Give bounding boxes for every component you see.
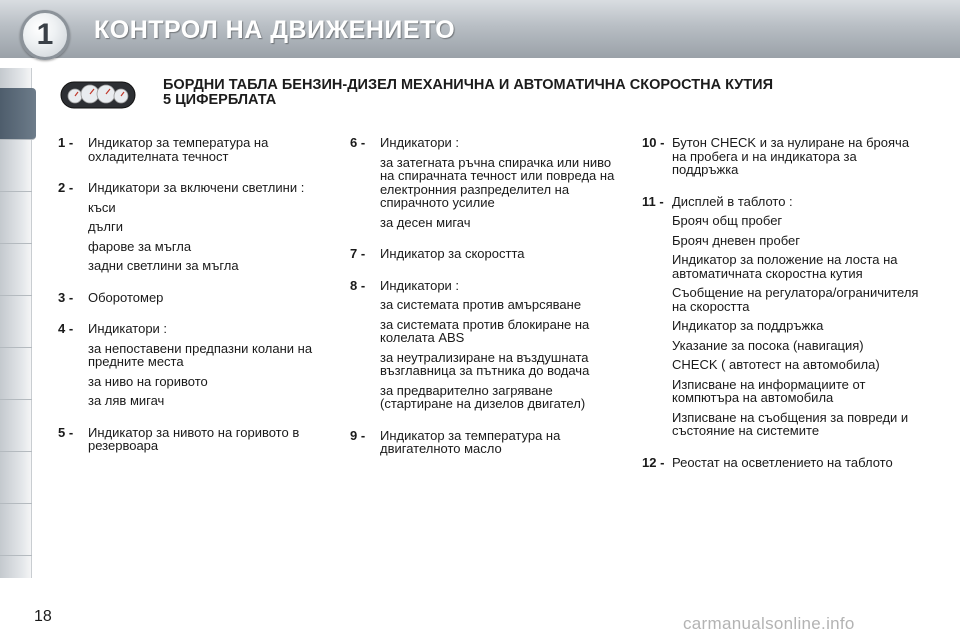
sub-item: Съобщение на регулатора/ограничителя на скоростта	[672, 285, 919, 314]
item-text: Реостат на осветлението на таблото	[672, 454, 893, 470]
item-number: 9 -	[350, 427, 366, 443]
side-tab-8[interactable]	[0, 452, 32, 504]
legend-item-11	[642, 195, 922, 438]
sub-item: дълги	[88, 219, 124, 234]
item-number: 5 -	[58, 424, 74, 440]
column-3	[642, 136, 922, 487]
column-2	[350, 136, 620, 474]
sub-item: задни светлини за мъгла	[88, 258, 239, 273]
sub-item: за ляв мигач	[88, 393, 165, 408]
item-text: Индикатор за скоростта	[380, 246, 525, 261]
legend-item-5	[58, 426, 328, 453]
sub-item: за неутрализиране на въздушната възглавница за пътника до водача	[380, 349, 590, 378]
side-tab-3[interactable]	[0, 192, 32, 244]
legend-item-8	[350, 279, 620, 411]
side-tab-1-active[interactable]	[0, 88, 36, 140]
item-text: Индикатор за температура на двигателното масло	[380, 427, 561, 456]
item-number: 2 -	[58, 180, 74, 195]
watermark: carmanualsonline.info	[683, 614, 855, 633]
legend-item-1	[58, 136, 328, 163]
item-number: 4 -	[58, 321, 74, 336]
item-text: Оборотомер	[88, 289, 164, 305]
legend-item-6	[350, 136, 620, 229]
item-text: Индикатори :	[88, 321, 168, 336]
side-tab-5[interactable]	[0, 296, 32, 348]
item-number: 11 -	[642, 193, 664, 209]
side-tab-7[interactable]	[0, 400, 32, 452]
legend-item-10	[642, 136, 922, 177]
item-number: 6 -	[350, 135, 366, 150]
item-number: 10 -	[642, 135, 665, 150]
dashboard-gauges-icon	[60, 80, 136, 110]
item-text: Индикатор за температура на охладителната течност	[88, 135, 269, 164]
item-number: 3 -	[58, 289, 74, 305]
side-tab-rail	[0, 68, 32, 578]
sub-item: за системата против блокиране на колелата ABS	[380, 316, 590, 345]
column-1	[58, 136, 328, 471]
sub-item: за системата против амърсяване	[380, 297, 582, 312]
sub-item: Индикатор за положение на лоста на автоматичната скоростна кутия	[672, 252, 898, 281]
sub-item: за десен мигач	[380, 214, 471, 230]
sub-item: къси	[88, 199, 116, 215]
item-text: Индикатори :	[380, 135, 460, 150]
side-tab-6[interactable]	[0, 348, 32, 400]
item-text: Индикатор за нивото на горивото в резервоара	[88, 424, 300, 453]
item-number: 12 -	[642, 454, 665, 470]
sub-item: за непоставени предпазни колани на предните места	[88, 340, 313, 369]
sub-item: Индикатор за поддръжка	[672, 318, 824, 333]
sub-item: Брояч дневен пробег	[672, 232, 800, 248]
legend-item-7	[350, 247, 620, 261]
section-heading-line2: 5 ЦИФЕРБЛАТА	[163, 92, 277, 108]
sub-item: за затегната ръчна спирачка или ниво на спирачната течност или повреда на електронния разпределител на спирачното усилие	[380, 154, 615, 210]
side-tab-4[interactable]	[0, 244, 32, 296]
side-tab-9[interactable]	[0, 504, 32, 556]
side-tab-2[interactable]	[0, 140, 32, 192]
page-number: 18	[34, 608, 52, 625]
section-heading	[163, 78, 923, 108]
item-text: Бутон CHECK и за нулиране на брояча на пробега и на индикатора за поддръжка	[672, 135, 910, 177]
sub-item: CHECK ( автотест на автомобила)	[672, 357, 880, 372]
legend-item-3	[58, 291, 328, 305]
legend-item-9	[350, 429, 620, 456]
section-heading-line1: БОРДНИ ТАБЛА БЕНЗИН-ДИЗЕЛ МЕХАНИЧНА И АВТОМАТИЧНА СКОРОСТНА КУТИЯ	[163, 77, 773, 93]
chapter-badge: 1	[20, 10, 70, 60]
sub-item: Брояч общ пробег	[672, 213, 783, 228]
sub-item: фарове за мъгла	[88, 238, 192, 254]
item-number: 1 -	[58, 135, 74, 150]
legend-item-2	[58, 181, 328, 273]
sub-item: Изписване на информациите от компютъра на автомобила	[672, 376, 866, 405]
item-text: Индикатори за включени светлини :	[88, 180, 305, 195]
item-number: 8 -	[350, 277, 366, 293]
item-text: Индикатори :	[380, 277, 460, 293]
legend-item-12	[642, 456, 922, 470]
legend-item-4	[58, 322, 328, 408]
sub-item: за ниво на горивото	[88, 373, 208, 389]
item-text: Дисплей в таблото :	[672, 193, 793, 209]
page-title: КОНТРОЛ НА ДВИЖЕНИЕТО	[94, 16, 456, 44]
sub-item: Изписване на съобщения за повреди и състояние на системите	[672, 409, 909, 438]
sub-item: Указание за посока (навигация)	[672, 337, 864, 353]
item-number: 7 -	[350, 246, 366, 261]
sub-item: за предварително загряване (стартиране на дизелов двигател)	[380, 382, 586, 411]
